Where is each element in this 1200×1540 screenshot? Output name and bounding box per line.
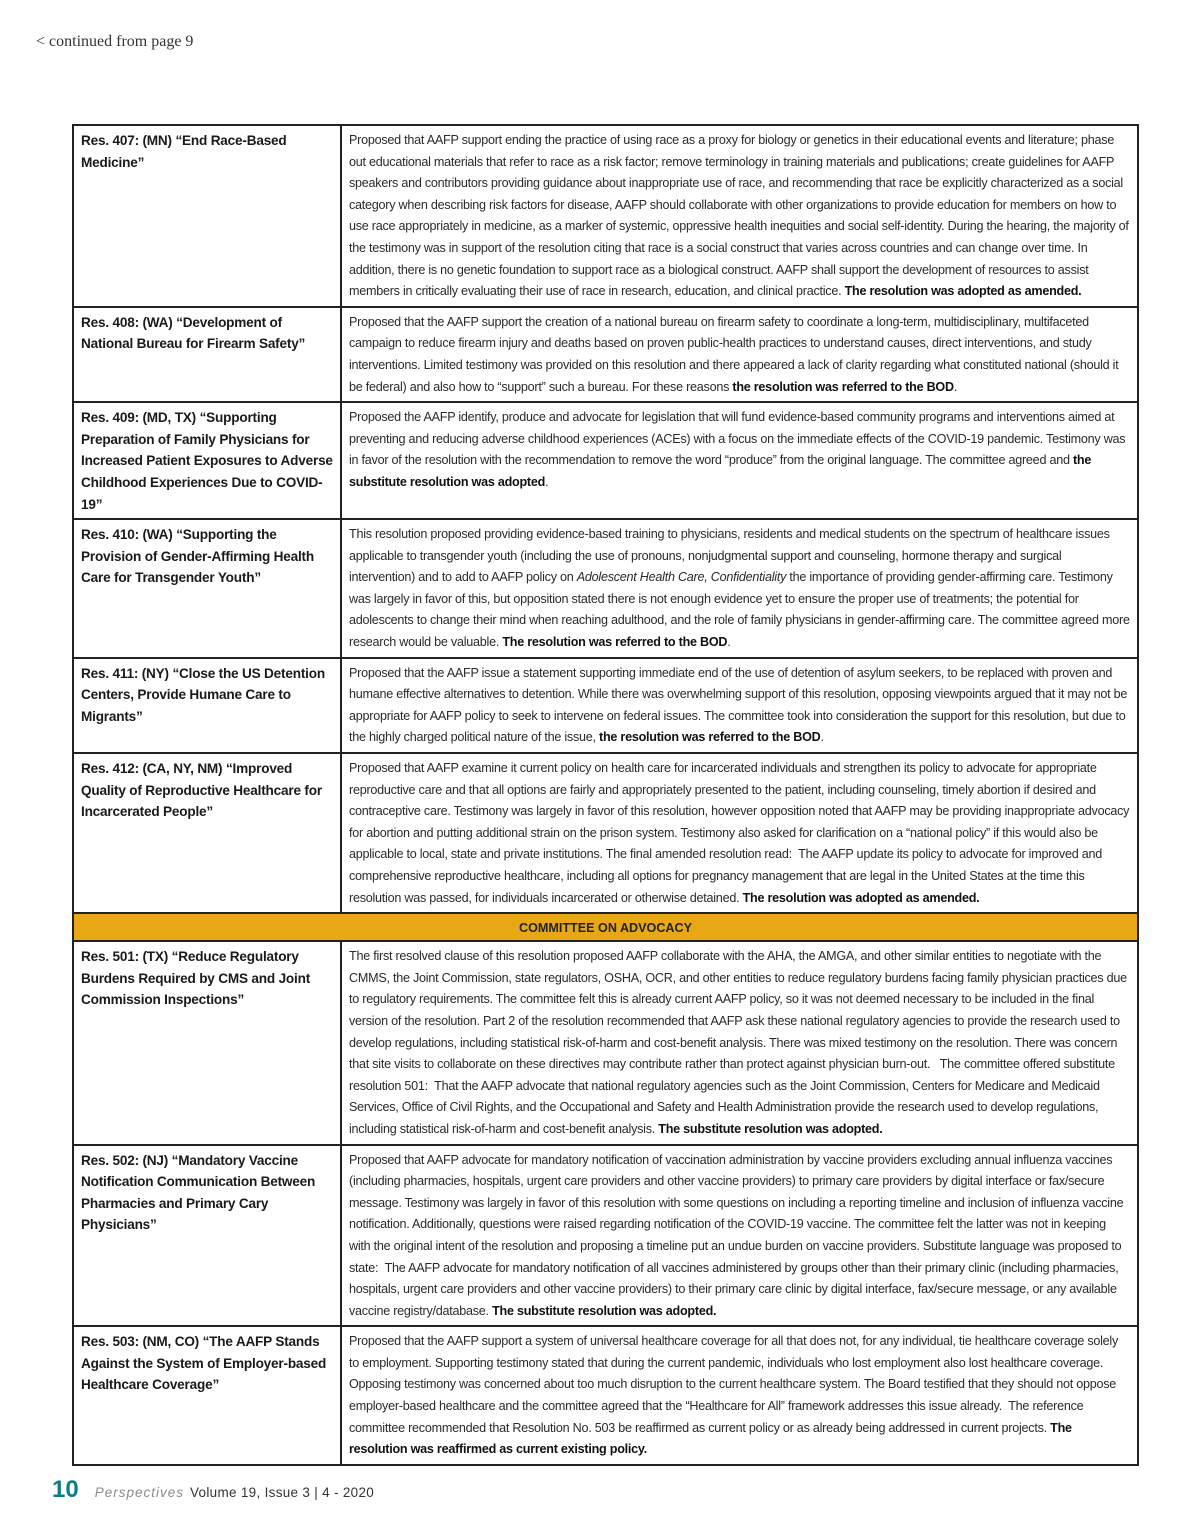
- resolution-title: Res. 411: (NY) “Close the US Detention Centers, Provide Humane Care to Migrants”: [73, 658, 341, 753]
- issue-info: Volume 19, Issue 3 | 4 - 2020: [190, 1485, 375, 1500]
- section-heading: COMMITTEE ON ADVOCACY: [73, 913, 1138, 941]
- publication-name: Perspectives: [94, 1485, 184, 1500]
- resolution-description: The first resolved clause of this resolution proposed AAFP collaborate with the AHA, the AMGA, and other similar entities to negotiate with the CMMS, the Joint Commission, state regulators, OSHA, OCR, and other entities to reduce regulatory burdens facing family physician practices due to regulatory requirements. The committee felt this is already current AAFP policy, so it was not deemed necessary to be included in the final version of the resolution. Part 2 of the resolution recommended that AAFP ask these national regulatory agencies to provide the research used to develop regulations, including statistical risk-of-harm and cost-benefit analysis. There was mixed testimony on the resolution. There was concern that site visits to collaborate on these directives may contribute rather than protect against physician burn-out. The committee offered substitute resolution 501: That the AAFP advocate that national regulatory agencies such as the Joint Commission, Centers for Medicare and Medicaid Services, Office of Civil Rights, and the Occupational and Safety and Health Administration provide the research used to develop regulations, including statistical risk-of-harm and cost-benefit analysis. The substitute resolution was adopted.: [341, 941, 1138, 1144]
- table-row: [73, 402, 1138, 519]
- table-row: [73, 1326, 1138, 1465]
- table-row: [73, 307, 1138, 402]
- resolutions-table: [72, 124, 1139, 1466]
- resolution-title: Res. 408: (WA) “Development of National Bureau for Firearm Safety”: [73, 307, 341, 402]
- page-footer: [52, 1476, 374, 1504]
- table-row: [73, 125, 1138, 307]
- resolution-title: Res. 409: (MD, TX) “Supporting Preparation of Family Physicians for Increased Patient Exposures to Adverse Childhood Experiences Due to COVID-19”: [73, 402, 341, 519]
- resolution-description: Proposed that the AAFP issue a statement supporting immediate end of the use of detention of asylum seekers, to be replaced with proven and humane effective alternatives to detention. While there was overwhelming support of this resolution, opposing viewpoints argued that it may not be appropriate for AAFP policy to seek to intervene on federal issues. The committee took into consideration the support for this resolution, but due to the highly charged political nature of the issue, the resolution was referred to the BOD.: [341, 658, 1138, 753]
- section-header-row: [73, 913, 1138, 941]
- table-row: [73, 519, 1138, 658]
- continued-from-note: < continued from page 9: [36, 33, 194, 50]
- resolution-description: This resolution proposed providing evidence-based training to physicians, residents and medical students on the spectrum of healthcare issues applicable to transgender youth (including the use of pronouns, nonjudgmental support and counseling, hormone therapy and surgical intervention) and to add to AAFP policy on Adolescent Health Care, Confidentiality the importance of providing gender-affirming care. Testimony was largely in favor of this, but opposition stated there is not enough evidence yet to ensure the proper use of treatments; the potential for adolescents to change their mind when reaching adulthood, and the role of family physicians in gender-affirming care. The committee agreed more research would be valuable. The resolution was referred to the BOD.: [341, 519, 1138, 658]
- resolution-description: Proposed that AAFP examine it current policy on health care for incarcerated individuals and strengthen its policy to advocate for appropriate reproductive care and that all options are fairly and appropriately presented to the patient, including counseling, timely abortion if desired and contraceptive care. Testimony was largely in favor of this resolution, however opposition noted that AAFP may be providing inappropriate advocacy for abortion and putting additional strain on the prison system. Testimony also asked for clarification on a “national policy” if this would also be applicable to local, state and private institutions. The final amended resolution read: The AAFP update its policy to advocate for improved and comprehensive reproductive healthcare, including all options for pregnancy management that are legal in the United States at the time this resolution was passed, for individuals incarcerated or otherwise detained. The resolution was adopted as amended.: [341, 753, 1138, 913]
- resolution-description: Proposed that AAFP support ending the practice of using race as a proxy for biology or genetics in their educational events and literature; phase out educational materials that refer to race as a risk factor; remove terminology in training materials and publications; create guidelines for AAFP speakers and contributors providing guidance about inappropriate use of race, and recommending that race be explicitly characterized as a social category when describing risk factors for disease, AAFP should collaborate with other organizations to provide education for members on how to use race appropriately in medicine, as a marker of systemic, oppressive health inequities and social self-identity. During the hearing, the majority of the testimony was in support of the resolution citing that race is a social construct that varies across countries and can change over time. In addition, there is no genetic foundation to support race as a biological construct. AAFP shall support the development of resources to assist members in critically evaluating their use of race in research, education, and clinical practice. The resolution was adopted as amended.: [341, 125, 1138, 307]
- resolution-title: Res. 407: (MN) “End Race-Based Medicine”: [73, 125, 341, 307]
- resolution-title: Res. 501: (TX) “Reduce Regulatory Burdens Required by CMS and Joint Commission Inspections”: [73, 941, 341, 1144]
- resolution-title: Res. 503: (NM, CO) “The AAFP Stands Against the System of Employer-based Healthcare Coverage”: [73, 1326, 341, 1465]
- resolution-description: Proposed that AAFP advocate for mandatory notification of vaccination administration by vaccine providers excluding annual influenza vaccines (including pharmacies, hospitals, urgent care providers and other vaccine providers) to primary care providers by digital interface or fax/secure message. Testimony was largely in favor of this resolution with some questions on including a reporting timeline and inclusion of influenza vaccine notification. Additionally, questions were raised regarding notification of the COVID-19 vaccine. The committee felt the latter was not in keeping with the original intent of the resolution and proposing a timeline put an undue burden on vaccine providers. Substitute language was proposed to state: The AAFP advocate for mandatory notification of all vaccines administered by groups other than their primary clinic (including pharmacies, hospitals, urgent care providers and other vaccine providers) to their primary care clinic by digital interface, fax/secure message, or any available vaccine registry/database. The substitute resolution was adopted.: [341, 1145, 1138, 1327]
- resolution-description: Proposed the AAFP identify, produce and advocate for legislation that will fund evidence-based community programs and interventions aimed at preventing and reducing adverse childhood experiences (ACEs) with a focus on the immediate effects of the COVID-19 pandemic. Testimony was in favor of the resolution with the recommendation to remove the word “produce” from the original language. The committee agreed and the substitute resolution was adopted.: [341, 402, 1138, 519]
- resolution-title: Res. 412: (CA, NY, NM) “Improved Quality of Reproductive Healthcare for Incarcerated People”: [73, 753, 341, 913]
- resolution-title: Res. 410: (WA) “Supporting the Provision of Gender-Affirming Health Care for Transgender Youth”: [73, 519, 341, 658]
- table-row: [73, 658, 1138, 753]
- resolutions-table-body: [73, 125, 1138, 1465]
- page-number: 10: [52, 1476, 79, 1503]
- resolution-description: Proposed that the AAFP support the creation of a national bureau on firearm safety to coordinate a long-term, multidisciplinary, multifaceted campaign to reduce firearm injury and deaths based on proven public-health practices to understand causes, direct interventions, and study interventions. Limited testimony was provided on this resolution and there appeared a lack of clarity regarding what constituted national (should it be federal) and also how to “support” such a bureau. For these reasons the resolution was referred to the BOD.: [341, 307, 1138, 402]
- resolution-title: Res. 502: (NJ) “Mandatory Vaccine Notification Communication Between Pharmacies and Primary Cary Physicians”: [73, 1145, 341, 1327]
- resolution-description: Proposed that the AAFP support a system of universal healthcare coverage for all that does not, for any individual, tie healthcare coverage solely to employment. Supporting testimony stated that during the current pandemic, individuals who lost employment also lost healthcare coverage. Opposing testimony was concerned about too much disruption to the current healthcare system. The Board testified that they should not oppose employer-based healthcare and the committee agreed that the “Healthcare for All” framework addresses this issue already. The reference committee recommended that Resolution No. 503 be reaffirmed as current policy or as already being addressed in current projects. The resolution was reaffirmed as current existing policy.: [341, 1326, 1138, 1465]
- table-row: [73, 1145, 1138, 1327]
- table-row: [73, 753, 1138, 913]
- table-row: [73, 941, 1138, 1144]
